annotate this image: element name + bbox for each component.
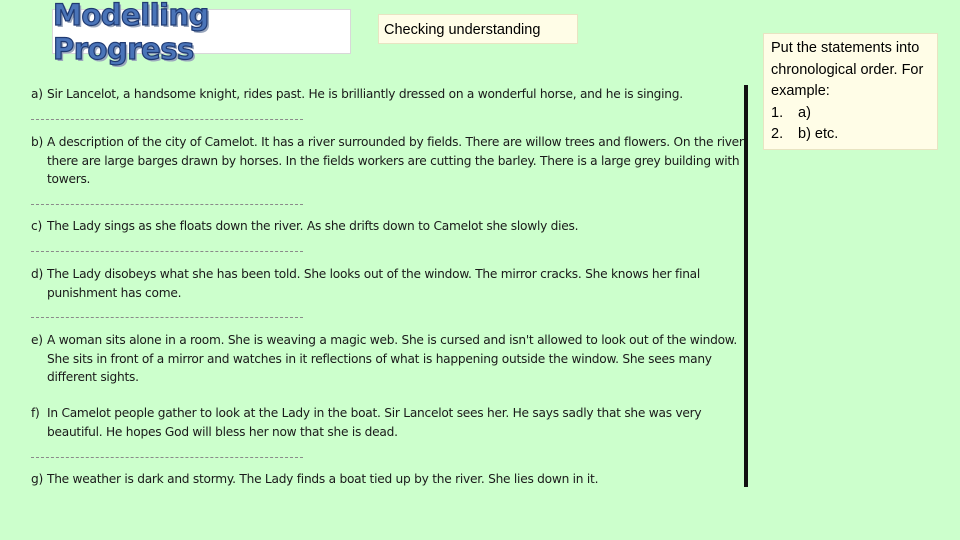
statement-d	[31, 265, 747, 302]
logo-text: Modelling Progress	[53, 0, 209, 66]
statement-letter: a)	[31, 87, 43, 101]
statement-letter: c)	[31, 219, 42, 233]
statement-g	[31, 470, 747, 489]
statement-letter: e)	[31, 333, 43, 347]
statement-e	[31, 331, 747, 387]
statement-c	[31, 217, 747, 236]
statement-letter: f)	[31, 406, 40, 420]
answer-line	[31, 251, 303, 252]
statement-text: Sir Lancelot, a handsome knight, rides past. He is brilliantly dressed on a wonderful horse, and he is singing.	[47, 87, 683, 101]
statement-text: The weather is dark and stormy. The Lady finds a boat tied up by the river. She lies down in it.	[47, 472, 599, 486]
statements-list	[31, 0, 751, 540]
page-heading: Checking understanding	[384, 22, 541, 38]
statement-text: A woman sits alone in a room. She is weaving a magic web. She is cursed and isn't allowed to look out of the window. She sits in front of a mirror and watches in it reflections of what is happening outside the window. She sees many different sights.	[47, 333, 738, 384]
answer-line	[31, 317, 303, 318]
statement-letter: b)	[31, 135, 43, 149]
answer-line	[31, 204, 303, 205]
example-number: 1.	[771, 104, 784, 121]
example-value: b) etc.	[798, 126, 839, 142]
statement-text: The Lady sings as she floats down the river. As she drifts down to Camelot she slowly dies.	[47, 219, 579, 233]
statement-letter: g)	[31, 472, 43, 486]
statement-text: In Camelot people gather to look at the Lady in the boat. Sir Lancelot sees her. He says sadly that she was very beautiful. He hopes God will bless her now that she is dead.	[47, 406, 702, 439]
example-item	[771, 124, 937, 146]
instructions-text: Put the statements into chronological order. For example:	[771, 40, 924, 99]
answer-line	[31, 457, 303, 458]
divider-line	[744, 85, 748, 487]
statement-letter: d)	[31, 267, 43, 281]
statement-f	[31, 404, 747, 441]
example-value: a)	[798, 104, 811, 121]
example-item	[771, 103, 937, 125]
statement-a	[31, 85, 747, 104]
instructions-box	[763, 33, 938, 150]
answer-line	[31, 119, 303, 120]
statement-text: The Lady disobeys what she has been told. She looks out of the window. The mirror cracks. She knows her final punishment has come.	[47, 267, 701, 300]
statement-text: A description of the city of Camelot. It has a river surrounded by fields. There are willow trees and flowers. On the river there are large barges drawn by horses. In the fields workers are cutting the barley. There is a large grey building with towers.	[47, 135, 744, 186]
statement-b	[31, 133, 747, 189]
example-number: 2.	[771, 126, 784, 142]
